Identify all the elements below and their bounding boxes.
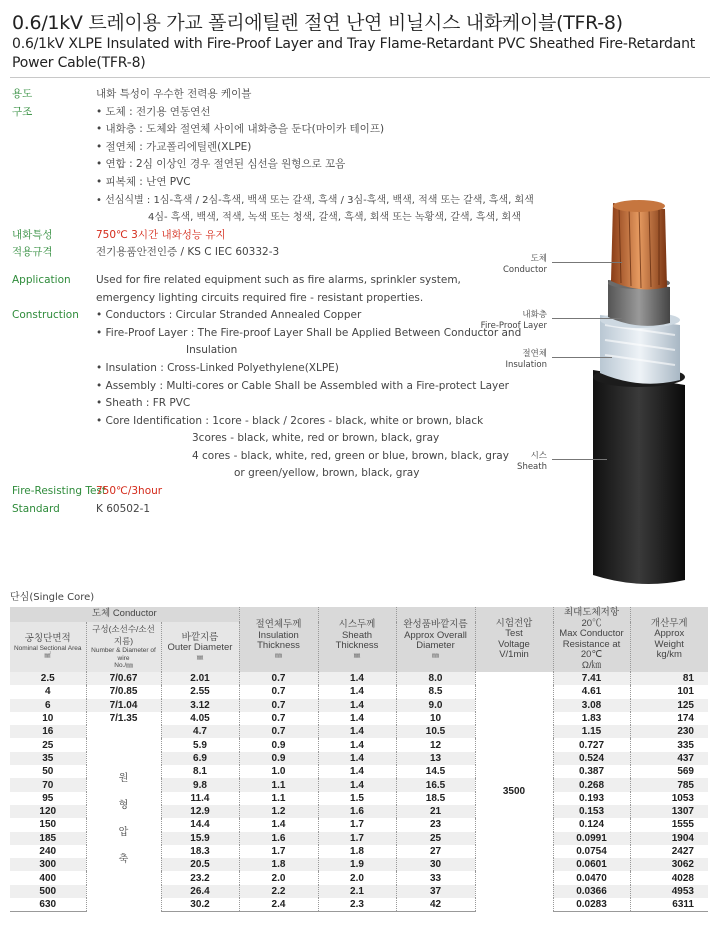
cell-weight: 81 xyxy=(630,672,708,685)
header-voltage-en: Test xyxy=(505,628,523,639)
header-sheath xyxy=(318,607,396,672)
cell-overall-diameter: 8.5 xyxy=(396,685,475,698)
sheath-layer xyxy=(593,370,685,584)
callout-insulation-en: Insulation xyxy=(505,360,547,370)
callout-conductor xyxy=(470,254,547,276)
cell-weight: 125 xyxy=(630,699,708,712)
structure-item: • 절연체 : 가교폴리에틸렌(XLPE) xyxy=(96,140,252,153)
cell-resistance: 0.0754 xyxy=(553,845,630,858)
construction-line: • Sheath : FR PVC xyxy=(96,397,191,410)
usage-row xyxy=(12,86,512,104)
cell-resistance: 0.0366 xyxy=(553,885,630,898)
cell-overall-diameter: 27 xyxy=(396,845,475,858)
header-stranding-ko: 구성(소선수/소선지름) xyxy=(92,624,155,646)
table-row xyxy=(10,699,708,712)
header-insulation-ko: 절연체두께 xyxy=(255,619,302,630)
header-area-unit: ㎟ xyxy=(44,652,51,660)
fire-test-label: Fire-Resisting Test xyxy=(12,485,107,498)
cell-resistance: 7.41 xyxy=(553,672,630,685)
applied-standard-label: 적용규격 xyxy=(12,246,53,259)
construction-line: • Conductors : Circular Stranded Annealed Copper xyxy=(96,309,362,322)
fire-property-label: 내화특성 xyxy=(12,228,53,241)
header-sheath-en: Sheath xyxy=(341,629,373,641)
cell-overall-diameter: 10 xyxy=(396,712,475,725)
header-overall-en2: Diameter xyxy=(416,640,455,651)
cell-outer-diameter: 20.5 xyxy=(161,858,239,871)
cell-resistance: 3.08 xyxy=(553,699,630,712)
cell-sheath: 1.6 xyxy=(318,805,396,818)
cell-area: 150 xyxy=(39,819,57,831)
cell-area: 50 xyxy=(42,766,54,778)
cell-insulation: 1.0 xyxy=(239,765,318,778)
cell-weight: 1555 xyxy=(630,818,708,831)
cell-stranding: 7/1.35 xyxy=(86,712,161,725)
cell-overall-diameter: 8.0 xyxy=(396,672,475,685)
cell-overall-diameter: 14.5 xyxy=(396,765,475,778)
callout-line xyxy=(552,318,622,319)
header-stranding-en: Number & Diameter of wire xyxy=(91,647,156,662)
cell-sheath: 1.4 xyxy=(318,725,396,738)
cell-outer-diameter: 23.2 xyxy=(161,871,239,884)
header-resistance-en: Max Conductor xyxy=(559,628,624,639)
cell-weight: 2427 xyxy=(630,845,708,858)
cell-weight: 174 xyxy=(630,712,708,725)
cell-stranding: 7/1.04 xyxy=(86,699,161,712)
cell-sheath: 1.4 xyxy=(318,712,396,725)
cell-resistance: 0.727 xyxy=(553,738,630,751)
header-overall xyxy=(396,607,475,672)
cell-insulation: 2.2 xyxy=(239,885,318,898)
cell-outer-diameter: 14.4 xyxy=(161,818,239,831)
cell-resistance: 0.524 xyxy=(553,752,630,765)
cell-area: 185 xyxy=(10,832,86,845)
callout-sheath-ko: 시스 xyxy=(530,451,547,461)
header-weight-ko: 개산무게 xyxy=(650,617,688,629)
compressed-char: 형 xyxy=(118,799,129,811)
cell-overall-diameter: 33 xyxy=(396,871,475,884)
structure-item: • 도체 : 전기용 연동연선 xyxy=(96,105,211,118)
callout-fireproof-ko: 내화층 xyxy=(522,310,547,320)
cell-sheath: 1.7 xyxy=(318,832,396,845)
cell-sheath: 1.4 xyxy=(318,699,396,712)
construction-line: 4 cores - black, white, red, green or blue, brown, black, gray xyxy=(192,449,509,462)
cell-weight: 785 xyxy=(630,778,708,791)
structure-item: • 피복체 : 난연 PVC xyxy=(96,175,191,188)
cell-overall-diameter: 12 xyxy=(396,738,475,751)
cell-weight: 569 xyxy=(630,765,708,778)
cell-area: 4 xyxy=(44,686,51,698)
cell-insulation: 0.7 xyxy=(239,699,318,712)
callout-line xyxy=(552,357,612,358)
cell-insulation: 1.1 xyxy=(239,778,318,791)
callout-sheath xyxy=(470,451,547,473)
fire-property-value: 750℃ 3시간 내화성능 유지 xyxy=(96,228,226,241)
table-row xyxy=(10,685,708,698)
cell-resistance: 0.153 xyxy=(553,805,630,818)
cell-insulation: 1.1 xyxy=(239,792,318,805)
cell-insulation: 0.9 xyxy=(239,752,318,765)
header-weight xyxy=(630,607,708,672)
cell-weight: 230 xyxy=(630,725,708,738)
callout-fireproof xyxy=(470,310,547,332)
cell-area: 120 xyxy=(10,805,86,818)
cell-outer-diameter: 5.9 xyxy=(161,738,239,751)
cell-weight: 6311 xyxy=(630,898,708,912)
cell-resistance: 0.0601 xyxy=(553,858,630,871)
cell-overall-diameter: 13 xyxy=(396,752,475,765)
header-insulation-en: Insulation xyxy=(258,629,299,641)
cell-overall-diameter: 16.5 xyxy=(396,778,475,791)
cell-insulation: 0.7 xyxy=(239,712,318,725)
cell-weight: 1307 xyxy=(630,805,708,818)
cell-weight: 3062 xyxy=(630,858,708,871)
header-voltage-en2: Voltage xyxy=(498,638,530,650)
cell-stranding-compressed xyxy=(86,725,161,912)
cell-resistance: 0.387 xyxy=(553,765,630,778)
header-insulation xyxy=(239,607,318,672)
cell-weight: 4028 xyxy=(630,871,708,884)
cell-resistance: 1.15 xyxy=(553,725,630,738)
cell-sheath: 1.5 xyxy=(318,792,396,805)
construction-line: Insulation xyxy=(186,344,238,357)
callout-insulation-ko: 절연체 xyxy=(522,349,547,359)
cell-outer-diameter: 18.3 xyxy=(161,845,239,858)
cell-sheath: 2.3 xyxy=(318,898,396,912)
cell-insulation: 1.6 xyxy=(239,832,318,845)
application-line: emergency lighting circuits required fire - resistant properties. xyxy=(96,291,424,304)
header-stranding xyxy=(86,622,161,672)
callout-line xyxy=(552,262,622,263)
usage-label: 용도 xyxy=(12,88,33,100)
header-overall-unit: ㎜ xyxy=(432,651,439,659)
construction-line: • Insulation : Cross-Linked Polyethylene(XLPE) xyxy=(96,361,339,374)
header-outer xyxy=(161,622,239,672)
cell-outer-diameter: 9.8 xyxy=(161,778,239,791)
header-area-en: Nominal Sectional Area xyxy=(13,644,82,652)
structure-item: • 내화층 : 도체와 절연체 사이에 내화층을 둔다(마이카 테이프) xyxy=(96,123,385,136)
cell-insulation: 0.7 xyxy=(239,685,318,698)
cell-insulation: 1.4 xyxy=(239,818,318,831)
compressed-char: 압 xyxy=(118,826,129,838)
cell-sheath: 1.4 xyxy=(318,765,396,778)
cell-resistance: 0.124 xyxy=(553,818,630,831)
standard-label: Standard xyxy=(12,502,60,515)
cell-sheath: 1.8 xyxy=(318,845,396,858)
cell-stranding: 7/0.67 xyxy=(86,672,161,685)
structure-item: • 연합 : 2심 이상인 경우 절연된 심선을 원형으로 꼬음 xyxy=(96,158,346,171)
compressed-char: 원 xyxy=(118,772,129,784)
cell-sheath: 2.1 xyxy=(318,885,396,898)
applied-standard-value: 전기용품안전인증 / KS C IEC 60332-3 xyxy=(96,246,280,259)
header-outer-en: Outer Diameter xyxy=(167,642,233,654)
cell-sheath: 1.9 xyxy=(318,858,396,871)
structure-item: 4심- 흑색, 백색, 적색, 녹색 또는 청색, 갈색, 흑색, 회색 또는 녹황색, 갈색, 흑색, 회색 xyxy=(148,212,521,224)
header-row xyxy=(10,607,708,622)
structure-label: 구조 xyxy=(12,105,33,118)
callout-conductor-en: Conductor xyxy=(502,265,547,275)
table-caption: 단심(Single Core) xyxy=(10,592,95,603)
cell-area: 630 xyxy=(10,898,86,912)
cell-insulation: 1.8 xyxy=(239,858,318,871)
cell-area: 95 xyxy=(42,792,54,804)
cable-illustration xyxy=(585,195,715,595)
callout-line xyxy=(552,459,607,460)
cell-outer-diameter: 6.9 xyxy=(161,752,239,765)
cell-weight: 1053 xyxy=(630,792,708,805)
cell-sheath: 1.4 xyxy=(318,752,396,765)
construction-row xyxy=(12,307,522,483)
construction-line: • Core Identification : 1core - black / 2cores - black, white or brown, black xyxy=(96,414,484,427)
header-overall-en: Approx Overall xyxy=(404,629,467,641)
application-text xyxy=(96,272,512,307)
cell-resistance: 4.61 xyxy=(553,685,630,698)
table-row xyxy=(10,672,708,685)
structure-item: • 선심식별 : 1심-흑색 / 2심-흑색, 백색 또는 갈색, 흑색 / 3심-흑색, 백색, 적색 또는 갈색, 흑색, 회색 xyxy=(96,194,534,206)
construction-list xyxy=(96,307,521,483)
application-line: Used for fire related equipment such as fire alarms, sprinkler system, xyxy=(96,273,461,286)
page-title-korean: 0.6/1kV 트레이용 가교 폴리에틸렌 절연 난연 비닐시스 내화케이블(TFR-8) xyxy=(12,12,623,34)
application-label: Application xyxy=(12,273,71,286)
callout-sheath-en: Sheath xyxy=(517,462,547,472)
header-weight-en2: Weight xyxy=(654,638,684,650)
cell-insulation: 0.9 xyxy=(239,738,318,751)
header-sheath-unit: ㎜ xyxy=(353,651,361,659)
cell-area: 25 xyxy=(42,739,54,751)
table-row xyxy=(10,725,708,738)
header-insulation-unit: ㎜ xyxy=(275,651,282,659)
cell-weight: 1904 xyxy=(630,832,708,845)
cell-area: 500 xyxy=(10,885,86,898)
header-outer-ko: 바깥지름 xyxy=(181,631,219,643)
table-row xyxy=(10,712,708,725)
cell-outer-diameter: 4.05 xyxy=(161,712,239,725)
cell-overall-diameter: 9.0 xyxy=(396,699,475,712)
header-outer-unit: ㎜ xyxy=(196,653,204,661)
construction-line: or green/yellow, brown, black, gray xyxy=(234,467,420,480)
header-area xyxy=(10,622,86,672)
cell-test-voltage: 3500 xyxy=(475,672,553,912)
cell-weight: 4953 xyxy=(630,885,708,898)
cell-sheath: 1.4 xyxy=(318,738,396,751)
cell-overall-diameter: 25 xyxy=(396,832,475,845)
cell-area: 35 xyxy=(10,752,86,765)
header-conductor-group: 도체 Conductor xyxy=(10,607,239,622)
cell-overall-diameter: 37 xyxy=(396,885,475,898)
cell-outer-diameter: 3.12 xyxy=(161,699,239,712)
applied-standard-row xyxy=(12,244,512,262)
cell-insulation: 0.7 xyxy=(239,725,318,738)
cell-outer-diameter: 2.01 xyxy=(161,672,239,685)
title-divider xyxy=(10,77,710,78)
standard-value: K 60502-1 xyxy=(96,502,151,515)
cell-sheath: 1.7 xyxy=(318,818,396,831)
header-overall-ko: 완성품바깥지름 xyxy=(403,619,468,630)
cell-sheath: 1.4 xyxy=(318,672,396,685)
cell-resistance: 0.193 xyxy=(553,792,630,805)
cell-weight: 335 xyxy=(630,738,708,751)
callout-insulation xyxy=(470,349,547,371)
standard-row xyxy=(12,501,512,519)
cell-outer-diameter: 8.1 xyxy=(161,765,239,778)
header-resistance-unit: Ω/㎞ xyxy=(581,659,602,671)
header-voltage-unit: V/1min xyxy=(499,649,529,660)
header-weight-unit: kg/km xyxy=(656,649,682,660)
header-insulation-en2: Thickness xyxy=(257,640,300,651)
cell-outer-diameter: 26.4 xyxy=(161,885,239,898)
cell-outer-diameter: 2.55 xyxy=(161,685,239,698)
construction-label: Construction xyxy=(12,309,79,322)
application-row xyxy=(12,272,512,307)
cell-overall-diameter: 30 xyxy=(396,858,475,871)
header-voltage xyxy=(475,607,553,672)
cell-area: 16 xyxy=(10,725,86,738)
fire-property-row xyxy=(12,227,512,245)
header-resistance-en2: Resistance at 20℃ xyxy=(562,638,621,660)
cell-overall-diameter: 23 xyxy=(396,818,475,831)
cell-resistance: 0.0283 xyxy=(553,898,630,912)
cell-stranding: 7/0.85 xyxy=(86,685,161,698)
header-sheath-en2: Thickness xyxy=(335,640,379,651)
cell-resistance: 1.83 xyxy=(553,712,630,725)
cell-overall-diameter: 18.5 xyxy=(396,792,475,805)
cell-resistance: 0.268 xyxy=(553,778,630,791)
header-sheath-ko: 시스두께 xyxy=(338,619,376,630)
cell-area: 10 xyxy=(42,713,54,725)
cell-insulation: 1.7 xyxy=(239,845,318,858)
usage-value: 내화 특성이 우수한 전력용 케이블 xyxy=(96,88,252,100)
fire-test-row xyxy=(12,483,512,501)
cell-resistance: 0.0991 xyxy=(553,832,630,845)
callout-conductor-ko: 도체 xyxy=(530,254,547,264)
cell-insulation: 1.2 xyxy=(239,805,318,818)
header-resistance-ko: 최대도체저항20℃ xyxy=(563,607,620,629)
header-area-ko: 공칭단면적 xyxy=(24,633,71,645)
header-weight-en: Approx xyxy=(654,628,685,639)
cell-overall-diameter: 21 xyxy=(396,805,475,818)
cell-area: 300 xyxy=(10,858,86,871)
cell-area: 400 xyxy=(39,872,57,884)
cell-area: 2.5 xyxy=(10,672,86,685)
cell-outer-diameter: 12.9 xyxy=(161,805,239,818)
cell-area: 6 xyxy=(10,699,86,712)
cell-insulation: 2.0 xyxy=(239,871,318,884)
cell-weight: 437 xyxy=(630,752,708,765)
header-stranding-unit: No./㎜ xyxy=(114,662,133,670)
header-voltage-ko: 시험전압 xyxy=(495,617,533,629)
cell-outer-diameter: 11.4 xyxy=(161,792,239,805)
cell-outer-diameter: 15.9 xyxy=(161,832,239,845)
spec-table xyxy=(10,607,708,912)
cell-area: 70 xyxy=(10,778,86,791)
cell-insulation: 0.7 xyxy=(239,672,318,685)
structure-row xyxy=(12,104,534,227)
cell-insulation: 2.4 xyxy=(239,898,318,912)
structure-list xyxy=(96,104,534,227)
callout-fireproof-en: Fire-Proof Layer xyxy=(480,321,547,331)
spec-section xyxy=(12,86,534,518)
construction-line: 3cores - black, white, red or brown, black, gray xyxy=(192,432,440,445)
cell-resistance: 0.0470 xyxy=(553,871,630,884)
cell-weight: 101 xyxy=(630,685,708,698)
construction-line: • Assembly : Multi-cores or Cable Shall be Assembled with a Fire-protect Layer xyxy=(96,379,509,392)
table-body xyxy=(10,672,708,912)
cell-overall-diameter: 42 xyxy=(396,898,475,912)
compressed-char: 축 xyxy=(118,853,129,865)
cell-outer-diameter: 4.7 xyxy=(161,725,239,738)
cell-area: 240 xyxy=(39,846,57,857)
construction-line: • Fire-Proof Layer : The Fire-proof Layer Shall be Applied Between Conductor and xyxy=(96,326,522,339)
page-title-english: 0.6/1kV XLPE Insulated with Fire-Proof Layer and Tray Flame-Retardant PVC Sheathed Fire-Retardant Power Cable(TFR-8) xyxy=(12,36,696,71)
header-resistance xyxy=(553,607,630,672)
cell-sheath: 1.4 xyxy=(318,778,396,791)
cell-sheath: 2.0 xyxy=(318,871,396,884)
fire-test-value: 750℃/3hour xyxy=(96,485,163,498)
cell-outer-diameter: 30.2 xyxy=(161,898,239,912)
cell-sheath: 1.4 xyxy=(318,685,396,698)
cell-overall-diameter: 10.5 xyxy=(396,725,475,738)
